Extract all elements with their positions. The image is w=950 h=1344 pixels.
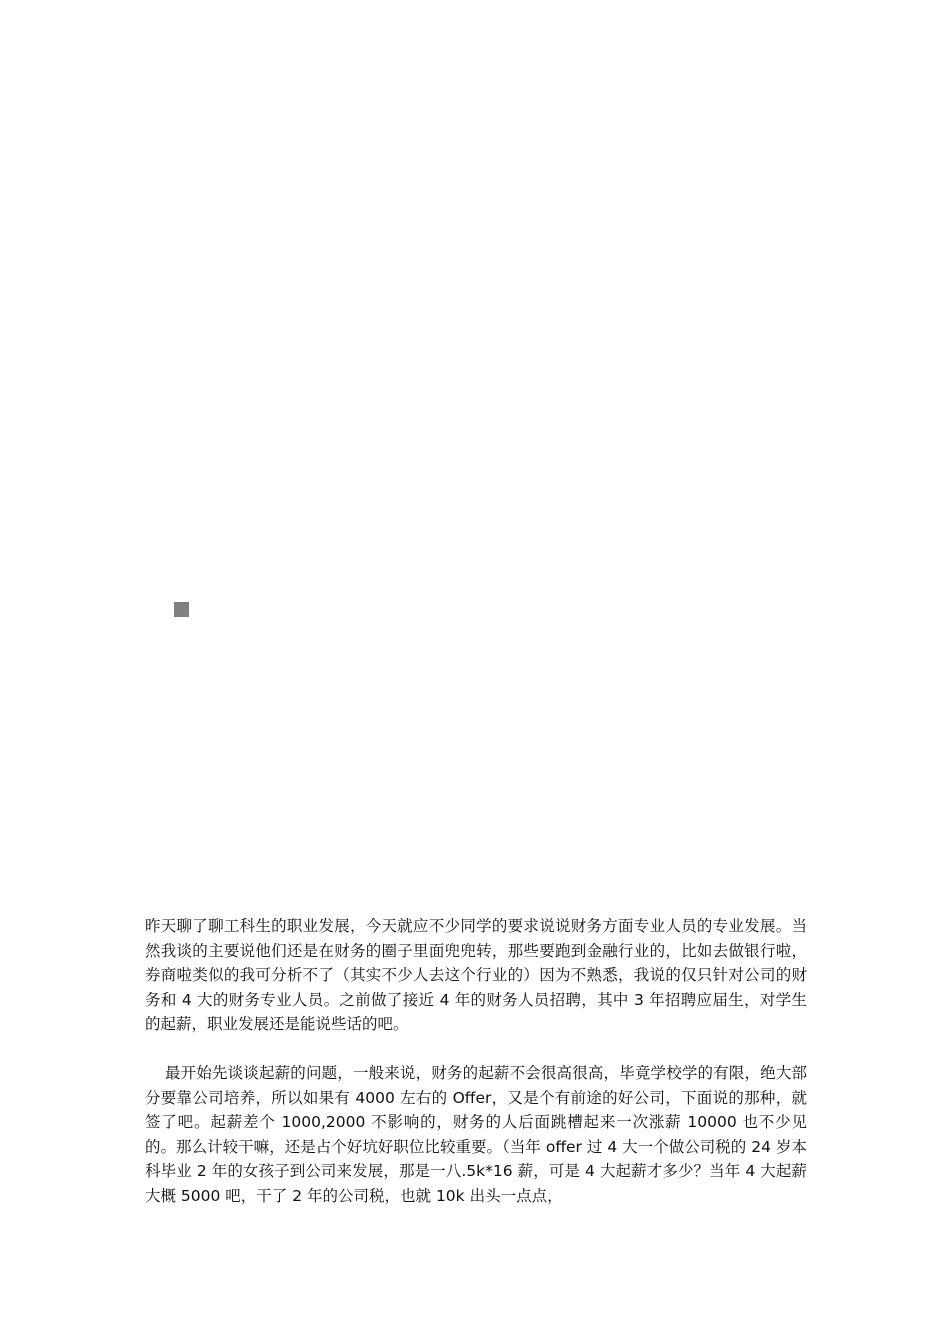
paragraph-starting-salary: 最开始先谈谈起薪的问题，一般来说，财务的起薪不会很高很高，毕竟学校学的有限，绝大部分要靠公司培养，所以如果有 4000 左右的 Offer，又是个有前途的好公司，下面说的那种，就签了吧。起薪差个 1000,2000 不影响的，财务的人后面跳槽起来一次涨薪 10000 也不少见的。那么计较干嘛，还是占个好坑好职位比较重要。（当年 offer 过 4 大一个做公司税的 24 岁本科毕业 2 年的女孩子到公司来发展，那是一八.5k*16 薪，可是 4 大起薪才多少？当年 4 大起薪大概 5000 吧，干了 2 年的公司税，也就 10k 出头一点点， <box>145 1064 807 1205</box>
article-body <box>145 914 807 1208</box>
broken-image-icon <box>174 602 189 617</box>
paragraph-intro: 昨天聊了聊工科生的职业发展，今天就应不少同学的要求说说财务方面专业人员的专业发展。当然我谈的主要说他们还是在财务的圈子里面兜兜转，那些要跑到金融行业的，比如去做银行啦，券商啦类似的我可分析不了（其实不少人去这个行业的）因为不熟悉，我说的仅只针对公司的财务和 4 大的财务专业人员。之前做了接近 4 年的财务人员招聘，其中 3 年招聘应届生，对学生的起薪，职业发展还是能说些话的吧。 <box>145 917 807 1033</box>
